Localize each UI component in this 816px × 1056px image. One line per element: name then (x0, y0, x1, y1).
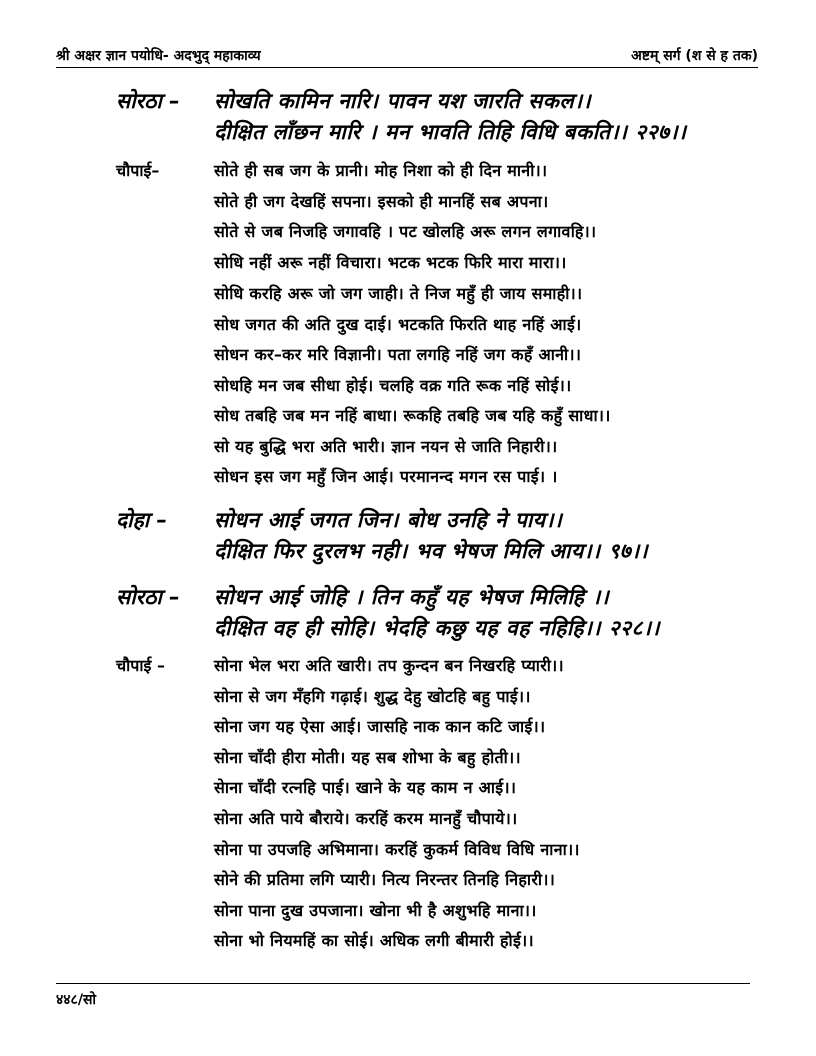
verse-label: दोहा – (116, 508, 167, 532)
verse-line: सोधन आई जगत जिन। बोध उनहि ने पाय।। (214, 508, 563, 532)
verse-line: सोधन आई जोहि । तिन कहुँ यह भेषज मिलिहि ।। (214, 585, 610, 609)
verse-line: सोते ही जग देखहिं सपना। इसको ही मानहिं सब अपना। (214, 192, 549, 211)
verse-label: सोरठा – (116, 89, 180, 113)
verse-line: सोते ही सब जग के प्रानी। मोह निशा को ही दिन मानी।। (214, 161, 548, 180)
verse-line: दीक्षित लाँछन मारि । मन भावति तिहि विधि बकति।। २२७।। (214, 120, 687, 144)
verse-line: सोना भो नियमहिं का सोई। अधिक लगी बीमारी होई।। (214, 931, 534, 950)
verse-label: चौपाई – (116, 656, 165, 675)
verse-line: सोना पा उपजहि अभिमाना। करहिं कुकर्म विविध विधि नाना।। (214, 840, 580, 859)
verse-label: सोरठा – (116, 585, 180, 609)
verse-line: सोना से जग मँहगि गढ़ाई। शुद्ध देहु खोटहि बहु पाई।। (214, 687, 531, 706)
verse-line: सोना चाँदी हीरा मोती। यह सब शोभा के बहु होती।। (214, 748, 521, 767)
verse-line: सोधन कर–कर मरि विज्ञानी। पता लगहि नहिं जग कहँ आनी।। (214, 345, 582, 364)
verse-line: सेाना चाँदी रत्नहि पाई। खाने के यह काम न आई।। (214, 778, 517, 797)
verse-line: सोना भेल भरा अति खारी। तप कुन्दन बन निखरहि प्यारी।। (214, 656, 564, 675)
verse-line: सोध जगत की अति दुख दाई। भटकति फिरति थाह नहिं आई। (214, 315, 582, 334)
verse-line: सोधि नहीं अरू नहीं विचारा। भटक भटक फिरि मारा मारा।। (214, 253, 567, 272)
verse-line: सोने की प्रतिमा लगि प्यारी। नित्य निरन्तर तिनहि निहारी।। (214, 870, 556, 889)
verse-line: सोते से जब निजहि जगावहि । पट खोलहि अरू लगन लगावहि।। (214, 222, 597, 241)
page-header (56, 44, 758, 66)
verse-line: सोखति कामिन नारि। पावन यश जारति सकल।। (214, 89, 592, 113)
verse-line: सोना अति पाये बौराये। करहिं करम मानहुँ चौपाये।। (214, 809, 518, 828)
header-divider (56, 67, 758, 68)
page-number: ४४८/सो (56, 992, 97, 1008)
verse-line: सोधन इस जग महुँ जिन आई। परमानन्द मगन रस पाई। । (214, 467, 558, 486)
verse-line: सोध तबहि जब मन नहिं बाधा। रूकहि तबहि जब यहि कहुँ साधा।। (214, 406, 611, 425)
verse-label: चौपाई– (116, 161, 160, 180)
verse-line: सोना पाना दुख उपजाना। खोना भी है अशुभहि माना।। (214, 901, 537, 920)
verse-line: सोधहि मन जब सीधा होई। चलहि वक्र गति रूक नहिं सोई।। (214, 376, 572, 395)
book-title: श्री अक्षर ज्ञान पयोधि- अदभुद् महाकाव्य (56, 48, 261, 64)
chapter-title: अष्टम् सर्ग (श से ह तक) (631, 48, 758, 64)
verse-line: सो यह बुद्धि भरा अति भारी। ज्ञान नयन से जाति निहारी।। (214, 437, 558, 456)
footer-divider (56, 983, 750, 984)
verse-line: दीक्षित फिर दुरलभ नही। भव भेषज मिलि आय।। ९७।। (214, 539, 649, 563)
verse-line: सोधि करहि अरू जो जग जाही। ते निज महुँ ही जाय समाही।। (214, 284, 583, 303)
verse-line: सोना जग यह ऐसा आई। जासहि नाक कान कटि जाई।। (214, 717, 546, 736)
verse-line: दीक्षित वह ही सोहि। भेदहि कछु यह वह नहिहि।। २२८।। (214, 616, 660, 640)
